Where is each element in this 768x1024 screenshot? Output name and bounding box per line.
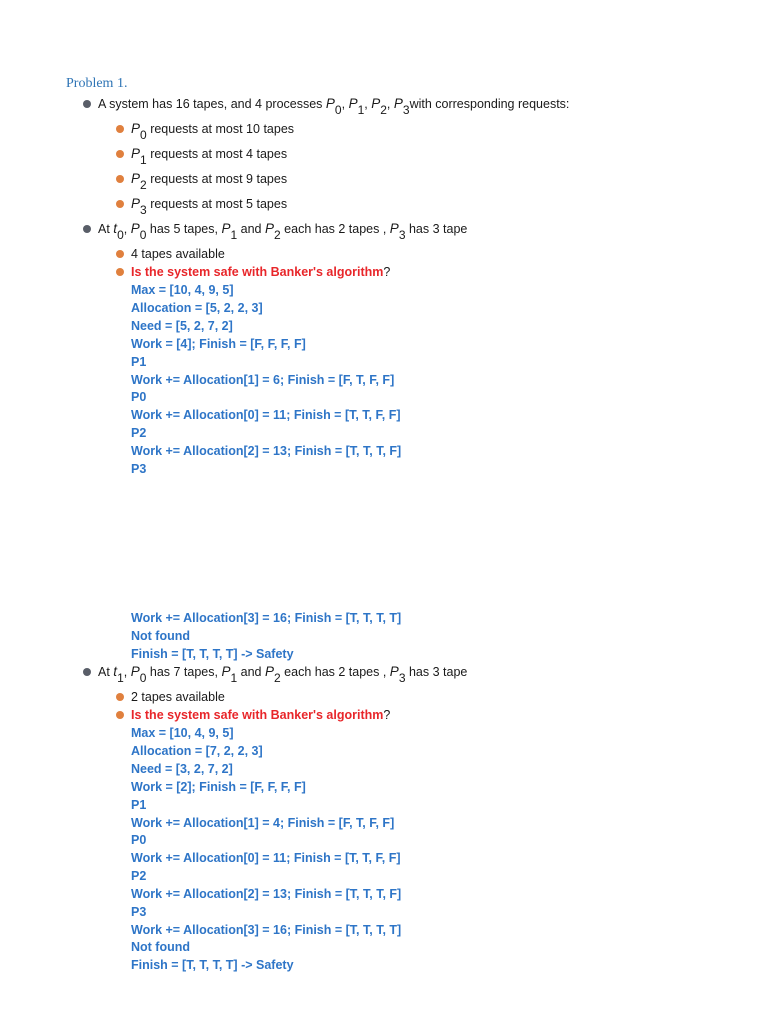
work-line: Need = [3, 2, 7, 2]	[131, 762, 233, 776]
work-line: P0	[131, 833, 147, 847]
work-line: P2	[131, 426, 147, 440]
case-t1-available: 2 tapes available	[131, 690, 225, 704]
work-line: Work += Allocation[2] = 13; Finish = [T, T, T, F]	[131, 887, 402, 901]
work-line: Work += Allocation[3] = 16; Finish = [T, T, T, T]	[131, 923, 402, 937]
case-t1-heading: At $t_1$, $P_0$ has 7 tapes, $P_1$ and $P_2$ each has 2 tapes , $P_3$ has 3 tape	[98, 664, 468, 685]
case-t0-question: Is the system safe with Banker's algorithm?	[131, 265, 391, 279]
work-line: Work += Allocation[0] = 11; Finish = [T, T, F, F]	[131, 408, 401, 422]
intro-bullet: A system has 16 tapes, and 4 processes $P_0$, $P_1$, $P_2$, $P_3with$ corresponding requests:	[98, 96, 570, 117]
request-item: $P_2$ requests at most 9 tapes	[131, 171, 288, 192]
work-line: Work += Allocation[1] = 6; Finish = [F, T, F, F]	[131, 373, 395, 387]
work-line: Not found	[131, 629, 191, 643]
work-line: P1	[131, 798, 147, 812]
work-line: Work = [4]; Finish = [F, F, F, F]	[131, 337, 306, 351]
work-line: Max = [10, 4, 9, 5]	[131, 283, 234, 297]
work-line: Work += Allocation[3] = 16; Finish = [T, T, T, T]	[131, 611, 402, 625]
work-line: Need = [5, 2, 7, 2]	[131, 319, 233, 333]
work-line: P1	[131, 355, 147, 369]
work-line: P2	[131, 869, 147, 883]
work-line: Allocation = [5, 2, 2, 3]	[131, 301, 263, 315]
request-item: $P_1$ requests at most 4 tapes	[131, 146, 288, 167]
case-t0-available: 4 tapes available	[131, 247, 225, 261]
work-line: Not found	[131, 940, 191, 954]
work-line: Work = [2]; Finish = [F, F, F, F]	[131, 780, 306, 794]
work-line: Max = [10, 4, 9, 5]	[131, 726, 234, 740]
work-line: Allocation = [7, 2, 2, 3]	[131, 744, 263, 758]
problem-title: Problem 1.	[66, 76, 128, 91]
work-line: P3	[131, 905, 147, 919]
request-item: $P_0$ requests at most 10 tapes	[131, 121, 295, 142]
work-line: P0	[131, 390, 147, 404]
work-line: Work += Allocation[1] = 4; Finish = [F, T, F, F]	[131, 816, 395, 830]
work-line: Work += Allocation[2] = 13; Finish = [T, T, T, F]	[131, 444, 402, 458]
work-line: Finish = [T, T, T, T] -> Safety	[131, 958, 294, 972]
work-line: Finish = [T, T, T, T] -> Safety	[131, 647, 294, 661]
case-t0-heading: At $t_0$, $P_0$ has 5 tapes, $P_1$ and $P_2$ each has 2 tapes , $P_3$ has 3 tape	[98, 221, 468, 242]
case-t1-question: Is the system safe with Banker's algorithm?	[131, 708, 391, 722]
work-line: Work += Allocation[0] = 11; Finish = [T, T, F, F]	[131, 851, 401, 865]
request-item: $P_3$ requests at most 5 tapes	[131, 196, 288, 217]
work-line: P3	[131, 462, 147, 476]
